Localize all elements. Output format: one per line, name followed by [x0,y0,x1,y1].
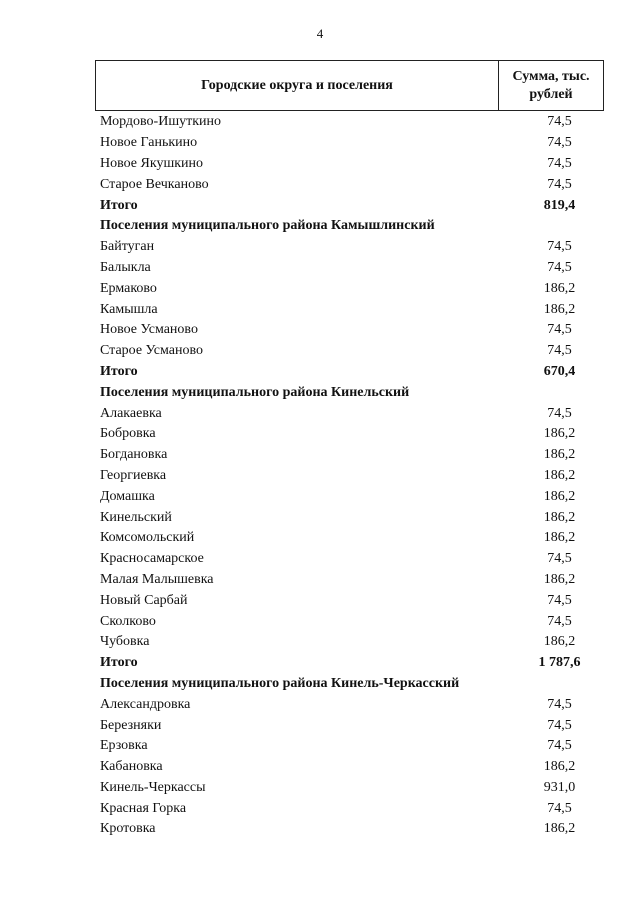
section-title: Поселения муниципального района Камышлинский [100,218,435,234]
table-row [95,237,604,258]
table-row [95,570,604,591]
settlement-name: Александровка [100,696,191,712]
settlement-name: Новый Сарбай [100,592,188,608]
settlement-name: Кротовка [100,821,156,837]
table-row [95,611,604,632]
table-row [95,133,604,154]
table-header [95,60,604,111]
settlement-name: Богдановка [100,447,168,463]
amount-value: 186,2 [543,634,576,650]
amount-value: 186,2 [543,530,576,546]
amount-value: 74,5 [547,696,572,712]
header-name-column: Городские округа и поселения [96,61,499,110]
settlement-name: Балыкла [100,259,151,275]
amount-value: 74,5 [547,322,572,338]
amount-value: 186,2 [543,821,576,837]
table-row [95,507,604,528]
amount-value: 74,5 [547,155,572,171]
total-value: 670,4 [543,363,576,379]
table-row [95,819,604,840]
total-row [95,362,604,383]
amount-value: 186,2 [543,488,576,504]
table-row [95,341,604,362]
settlement-name: Малая Малышевка [100,571,214,587]
settlement-name: Байтуган [100,239,155,255]
table-row [95,549,604,570]
table-row [95,486,604,507]
amount-value: 74,5 [547,738,572,754]
amount-value: 186,2 [543,759,576,775]
table-row [95,757,604,778]
settlement-funding-table [95,60,604,840]
section-header-row [95,216,604,237]
table-row [95,299,604,320]
settlement-name: Домашка [100,488,155,504]
table-row [95,320,604,341]
amount-value: 74,5 [547,613,572,629]
total-label: Итого [100,197,138,213]
settlement-name: Березняки [100,717,162,733]
amount-value: 186,2 [543,447,576,463]
amount-value: 186,2 [543,301,576,317]
table-row [95,778,604,799]
table-row [95,694,604,715]
amount-value: 74,5 [547,239,572,255]
settlement-name: Ерзовка [100,738,148,754]
settlement-name: Алакаевка [100,405,162,421]
settlement-name: Сколково [100,613,156,629]
amount-value: 74,5 [547,405,572,421]
settlement-name: Старое Вечканово [100,176,209,192]
table-row [95,258,604,279]
settlement-name: Бобровка [100,426,156,442]
amount-value: 74,5 [547,343,572,359]
table-row [95,736,604,757]
amount-value: 74,5 [547,551,572,567]
settlement-name: Старое Усманово [100,343,203,359]
amount-value: 74,5 [547,135,572,151]
total-row [95,195,604,216]
settlement-name: Красная Горка [100,800,187,816]
settlement-name: Кинель-Черкассы [100,779,206,795]
amount-value: 186,2 [543,467,576,483]
table-row [95,590,604,611]
settlement-name: Камышла [100,301,158,317]
settlement-name: Георгиевка [100,467,167,483]
table-row [95,632,604,653]
table-row [95,403,604,424]
table-row [95,715,604,736]
table-row [95,445,604,466]
amount-value: 74,5 [547,800,572,816]
table-row [95,424,604,445]
amount-value: 74,5 [547,259,572,275]
total-value: 819,4 [543,197,576,213]
amount-value: 74,5 [547,592,572,608]
settlement-name: Чубовка [100,634,150,650]
table-row [95,278,604,299]
amount-value: 186,2 [543,280,576,296]
section-header-row [95,674,604,695]
total-label: Итого [100,363,138,379]
settlement-name: Ермаково [100,280,157,296]
amount-value: 931,0 [543,779,576,795]
total-value: 1 787,6 [538,655,581,671]
settlement-name: Комсомольский [100,530,195,546]
page-number: 4 [316,26,324,41]
amount-value: 186,2 [543,426,576,442]
table-row [95,466,604,487]
settlement-name: Кабановка [100,759,163,775]
table-row [95,154,604,175]
table-row [95,174,604,195]
settlement-name: Новое Усманово [100,322,198,338]
amount-value: 74,5 [547,114,572,130]
amount-value: 186,2 [543,571,576,587]
settlement-name: Новое Якушкино [100,155,204,171]
settlement-name: Красносамарское [100,551,204,567]
total-label: Итого [100,655,138,671]
table-row [95,112,604,133]
amount-value: 186,2 [543,509,576,525]
section-title: Поселения муниципального района Кинель-Черкасский [100,675,460,691]
section-header-row [95,382,604,403]
amount-value: 74,5 [547,176,572,192]
total-row [95,653,604,674]
header-sum-column: Сумма, тыс. рублей [512,68,590,102]
settlement-name: Мордово-Ишуткино [100,114,222,130]
amount-value: 74,5 [547,717,572,733]
settlement-name: Новое Ганькино [100,135,198,151]
settlement-name: Кинельский [100,509,172,525]
table-row [95,528,604,549]
table-body [95,111,604,840]
table-row [95,798,604,819]
section-title: Поселения муниципального района Кинельский [100,384,410,400]
